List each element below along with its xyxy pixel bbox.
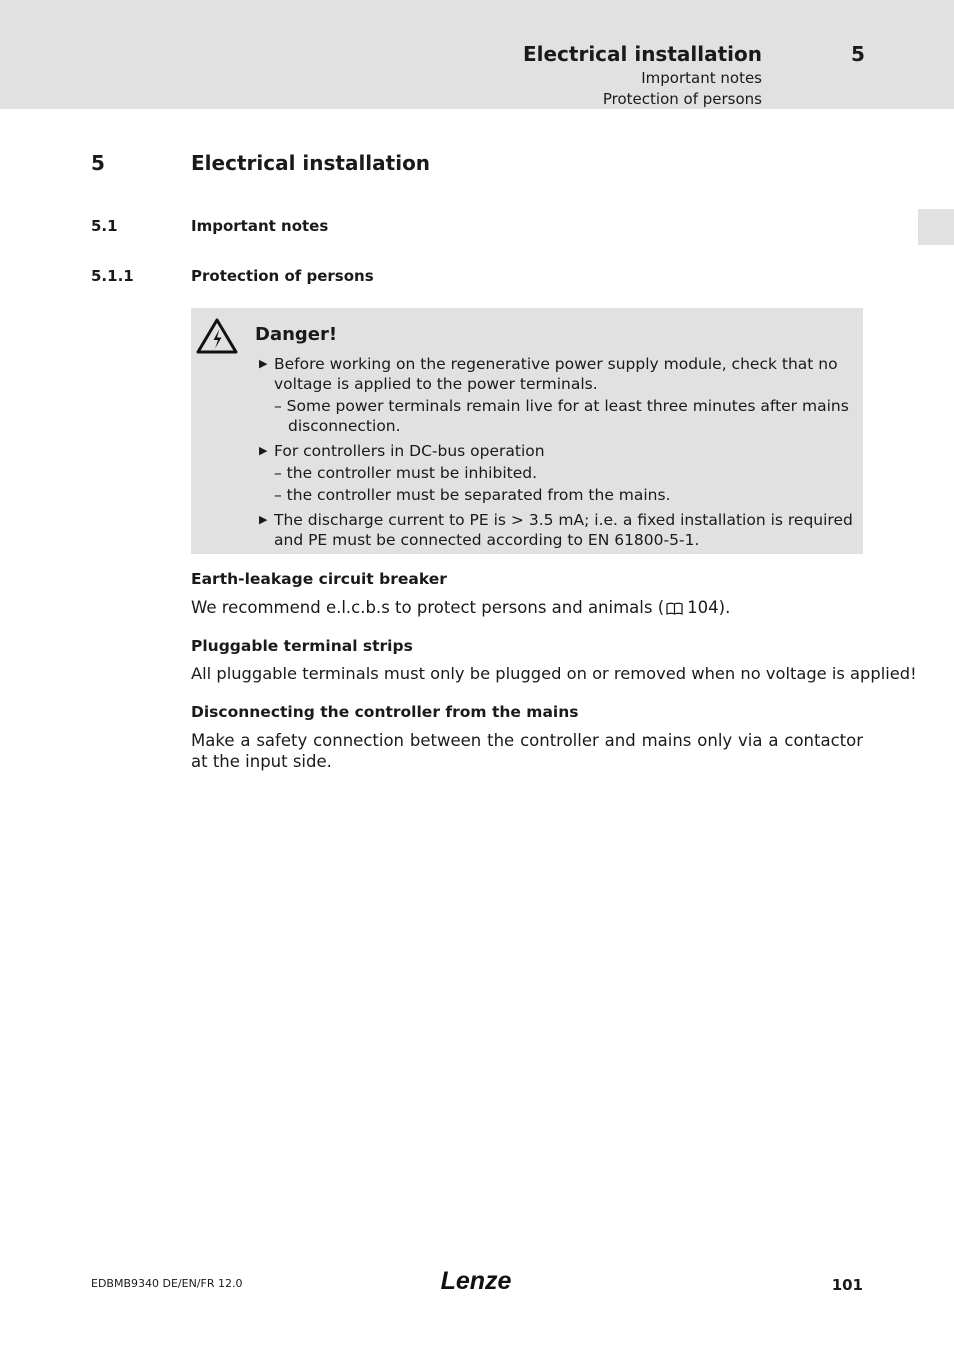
elcb-paragraph: [191, 597, 863, 618]
document-id: EDBMB9340 DE/EN/FR 12.0: [91, 1277, 243, 1290]
section-number: 5: [91, 151, 105, 175]
pluggable-heading: Pluggable terminal strips: [191, 637, 413, 655]
page-number: 101: [831, 1276, 863, 1294]
chapter-tab-marker: [918, 209, 954, 245]
danger-bullet-2: For controllers in DC-bus operation: [274, 442, 545, 460]
danger-bullet-3-line-2: and PE must be connected according to EN 61800-5-1.: [274, 531, 700, 549]
bullet-triangle-icon: ▶: [259, 357, 268, 370]
running-header: [0, 0, 954, 109]
danger-bullet-1-line-1: Before working on the regenerative power supply module, check that no: [274, 355, 838, 373]
pluggable-paragraph: All pluggable terminals must only be plugged on or removed when no voltage is applied!: [191, 664, 917, 683]
header-title: Electrical installation: [522, 42, 762, 66]
danger-sub-item-3: – the controller must be separated from the mains.: [274, 486, 671, 504]
danger-bullet-3-line-1: The discharge current to PE is > 3.5 mA; i.e. a fixed installation is required: [274, 511, 853, 529]
elcb-text: We recommend e.l.c.b.s to protect persons and animals (: [191, 598, 665, 617]
subsubsection-number: 5.1.1: [91, 267, 134, 285]
bullet-triangle-icon: ▶: [259, 444, 268, 457]
subsection-number: 5.1: [91, 217, 118, 235]
logo-text: Lenze: [440, 1267, 512, 1294]
header-subtitle-1: Important notes: [641, 69, 762, 87]
disconnect-paragraph: Make a safety connection between the controller and mains only via a contactor at the input side.: [191, 731, 863, 771]
danger-title: Danger!: [255, 324, 338, 345]
book-reference-icon: [666, 602, 683, 615]
header-subtitle-2: Protection of persons: [602, 90, 762, 108]
header-chapter-number: 5: [851, 42, 865, 66]
elcb-text-end: ).: [718, 598, 731, 617]
bullet-triangle-icon: ▶: [259, 513, 268, 526]
danger-sub-item-1-line-1: – Some power terminals remain live for at least three minutes after mains: [274, 397, 849, 415]
danger-sub-item-2: – the controller must be inhibited.: [274, 464, 538, 482]
danger-bullet-1-line-2: voltage is applied to the power terminals.: [274, 375, 598, 393]
subsection-title: Important notes: [191, 217, 329, 235]
elcb-page-reference-link[interactable]: 104: [687, 598, 719, 617]
disconnect-heading: Disconnecting the controller from the mains: [191, 703, 579, 721]
elcb-heading: Earth-leakage circuit breaker: [191, 570, 447, 588]
lenze-logo: [437, 1266, 515, 1294]
danger-sub-item-1-line-2: disconnection.: [288, 417, 401, 435]
electric-hazard-warning-icon: [196, 317, 238, 355]
section-title: Electrical installation: [191, 151, 431, 175]
subsubsection-title: Protection of persons: [191, 267, 374, 285]
danger-notice: [191, 308, 863, 554]
